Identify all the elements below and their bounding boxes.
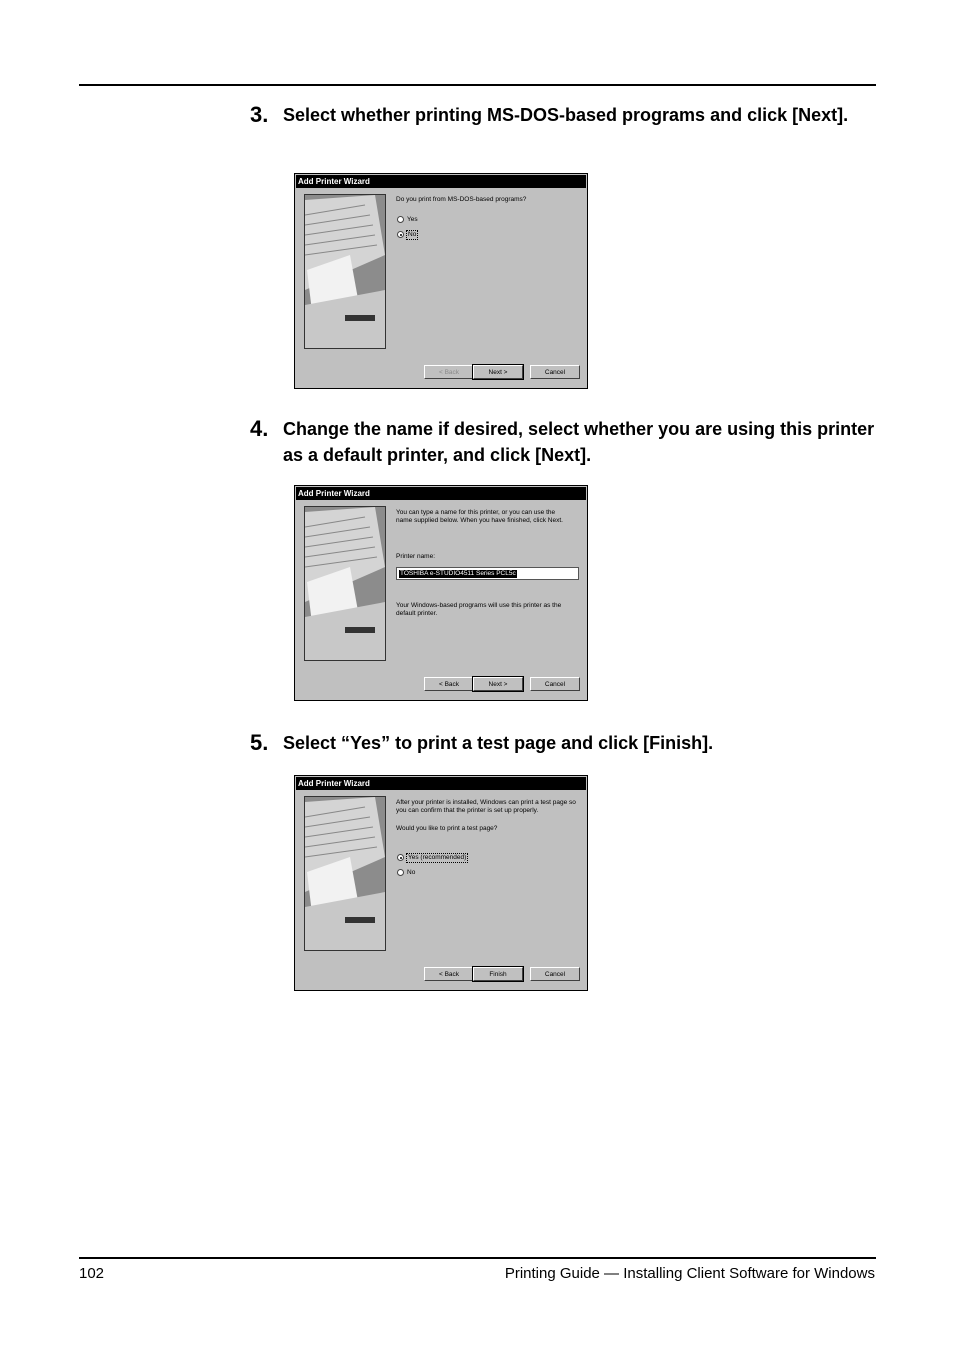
radio-no[interactable] bbox=[397, 869, 404, 876]
dialog-question: Would you like to print a test page? bbox=[396, 825, 498, 832]
dialog-question: Do you print from MS-DOS-based programs? bbox=[396, 196, 527, 203]
next-button[interactable]: Next > bbox=[473, 365, 523, 379]
back-button[interactable]: < Back bbox=[424, 967, 474, 981]
top-rule bbox=[79, 84, 876, 86]
radio-no-label[interactable]: No bbox=[407, 869, 416, 876]
step-instruction: Select whether printing MS-DOS-based programs and click [Next]. bbox=[283, 105, 849, 125]
step-instruction: Select “Yes” to print a test page and click [Finish]. bbox=[283, 733, 714, 753]
dialog-title: Add Printer Wizard bbox=[296, 175, 586, 188]
add-printer-wizard-dialog bbox=[294, 775, 588, 991]
radio-yes-label[interactable]: Yes (recommended) bbox=[408, 854, 467, 861]
page-number: 102 bbox=[79, 1265, 105, 1282]
back-button[interactable]: < Back bbox=[424, 365, 474, 379]
printer-name-value: TOSHIBA e-STUDIO4511 Series PCL5c bbox=[400, 570, 516, 577]
radio-yes-label[interactable]: Yes bbox=[407, 216, 418, 223]
dialog-title: Add Printer Wizard bbox=[296, 777, 586, 790]
default-printer-text: Your Windows-based programs will use this printer as the default printer. bbox=[396, 602, 562, 617]
dialog-intro: After your printer is installed, Windows can print a test page so you can confirm that the printer is set up properly. bbox=[396, 799, 576, 814]
footer-title: Printing Guide — Installing Client Software for Windows bbox=[504, 1265, 875, 1282]
step-instruction: Change the name if desired, select whether you are using this printer as a default printer, and click [Next]. bbox=[283, 419, 875, 465]
printer-name-label: Printer name: bbox=[396, 553, 436, 560]
step-number: 3. bbox=[250, 102, 269, 127]
dialog-title: Add Printer Wizard bbox=[296, 487, 586, 500]
wizard-printer-image bbox=[304, 194, 386, 349]
add-printer-wizard-dialog bbox=[294, 173, 588, 389]
finish-button[interactable]: Finish bbox=[473, 967, 523, 981]
step-number: 5. bbox=[250, 730, 269, 755]
radio-yes[interactable] bbox=[397, 854, 404, 861]
radio-no-label[interactable]: No bbox=[408, 231, 417, 238]
cancel-button[interactable]: Cancel bbox=[530, 677, 580, 691]
cancel-button[interactable]: Cancel bbox=[530, 365, 580, 379]
cancel-button[interactable]: Cancel bbox=[530, 967, 580, 981]
step-number: 4. bbox=[250, 416, 269, 441]
add-printer-wizard-dialog bbox=[294, 485, 588, 701]
bottom-rule bbox=[79, 1257, 876, 1259]
back-button[interactable]: < Back bbox=[424, 677, 474, 691]
printer-name-input[interactable] bbox=[396, 567, 579, 580]
wizard-printer-image bbox=[304, 796, 386, 951]
wizard-printer-image bbox=[304, 506, 386, 661]
radio-yes[interactable] bbox=[397, 216, 404, 223]
radio-no[interactable] bbox=[397, 231, 404, 238]
dialog-intro: You can type a name for this printer, or you can use the name supplied below. When you have finished, click Next. bbox=[396, 509, 563, 524]
next-button[interactable]: Next > bbox=[473, 677, 523, 691]
